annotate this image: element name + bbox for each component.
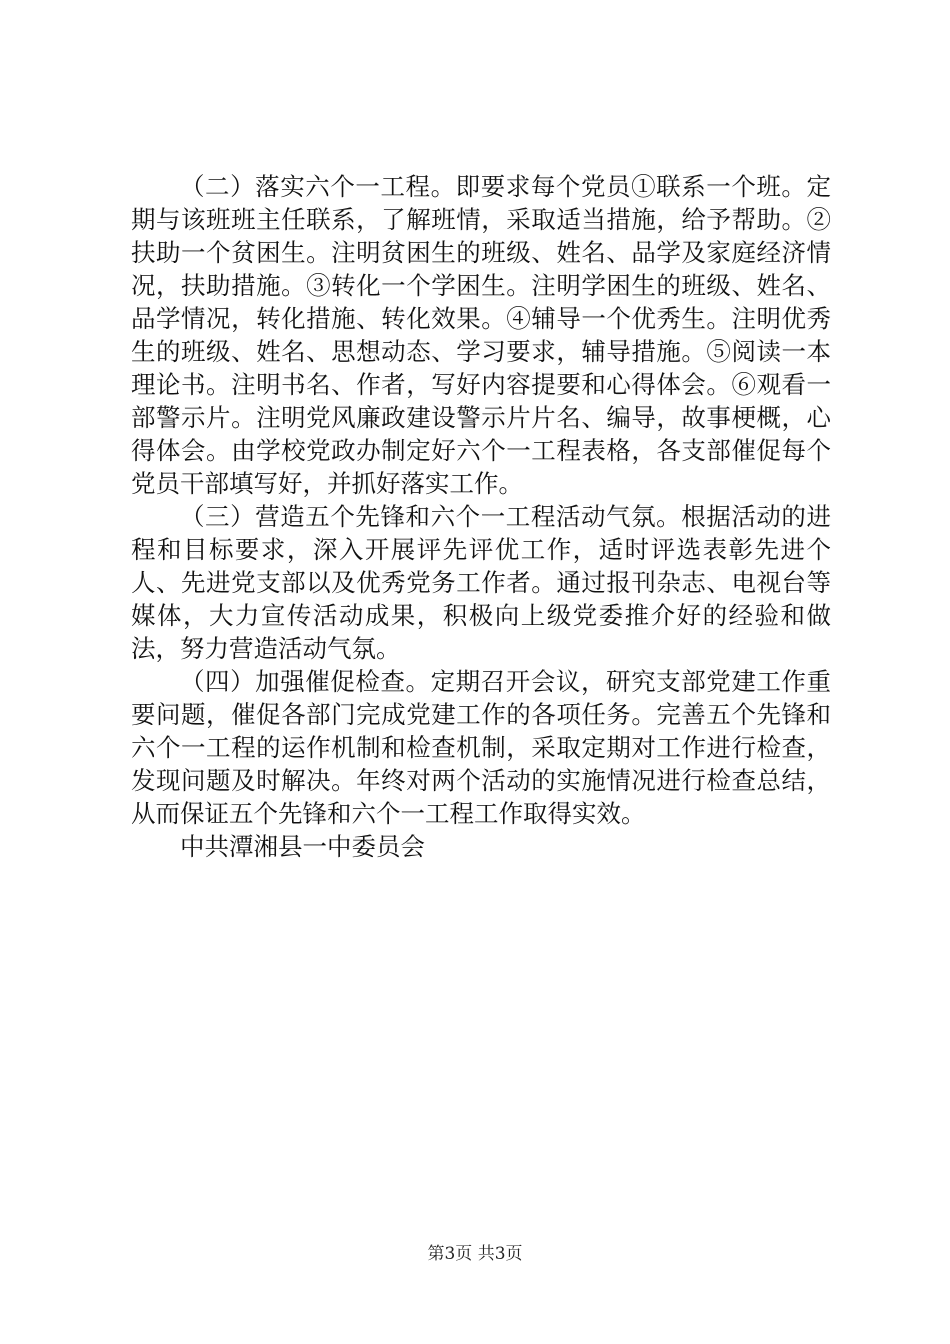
document-body: [131, 170, 831, 863]
signature-organization: 中共潭湘县一中委员会: [180, 832, 425, 861]
paragraph-section-2: （二）落实六个一工程。即要求每个党员①联系一个班。定期与该班班主任联系，了解班情，采取适当措施，给予帮助。②扶助一个贫困生。注明贫困生的班级、姓名、品学及家庭经济情况，扶助措施。③转化一个学困生。注明学困生的班级、姓名、品学情况，转化措施、转化效果。④辅导一个优秀生。注明优秀生的班级、姓名、思想动态、学习要求，辅导措施。⑤阅读一本理论书。注明书名、作者，写好内容提要和心得体会。⑥观看一部警示片。注明党风廉政建设警示片片名、编导，故事梗概，心得体会。由学校党政办制定好六个一工程表格，各支部催促每个党员干部填写好，并抓好落实工作。: [131, 172, 831, 498]
page-footer: 第3页 共3页: [427, 1244, 523, 1264]
paragraph-section-4: （四）加强催促检查。定期召开会议，研究支部党建工作重要问题，催促各部门完成党建工作的各项任务。完善五个先锋和六个一工程的运作机制和检查机制，采取定期对工作进行检查，发现问题及时解决。年终对两个活动的实施情况进行检查总结，从而保证五个先锋和六个一工程工作取得实效。: [131, 667, 831, 828]
paragraph-section-3: （三）营造五个先锋和六个一工程活动气氛。根据活动的进程和目标要求，深入开展评先评优工作，适时评选表彰先进个人、先进党支部以及优秀党务工作者。通过报刊杂志、电视台等媒体，大力宣传活动成果，积极向上级党委推介好的经验和做法，努力营造活动气氛。: [131, 502, 831, 663]
